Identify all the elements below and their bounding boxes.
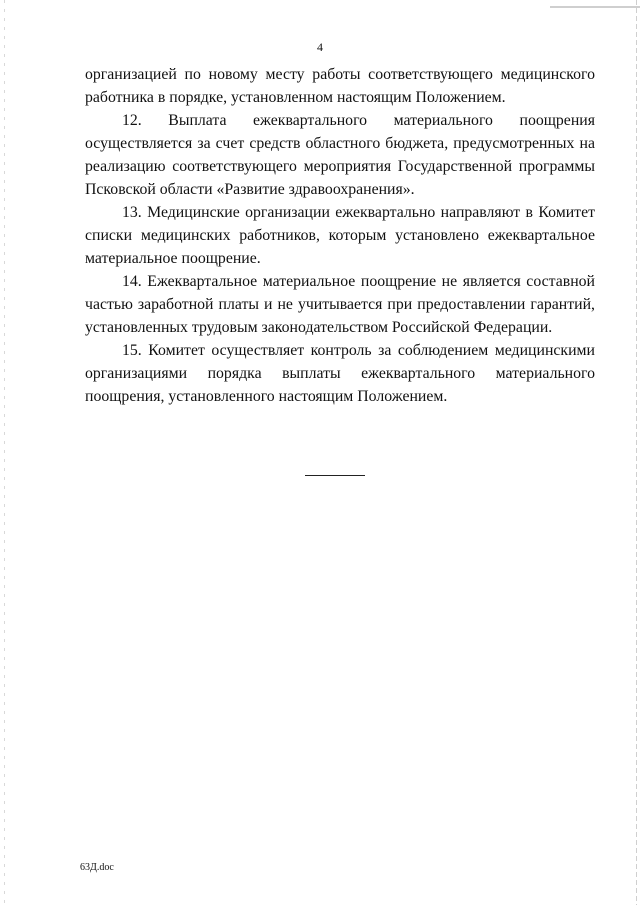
footer-file-name: 63Д.doc <box>80 862 114 873</box>
paragraph-15: 15. Комитет осуществляет контроль за соблюдением медицинскими организациями порядка выплаты ежеквартального материального поощрения, установленного настоящим Положением. <box>85 342 595 405</box>
paragraph-14: 14. Ежеквартальное материальное поощрение не является составной частью заработной платы и не учитывается при предоставлении гарантий, установленных трудовым законодательством Российской Федерации. <box>85 273 595 336</box>
paragraph-continuation: организацией по новому месту работы соответствующего медицинского работника в порядке, установленном настоящим Положением. <box>85 66 595 106</box>
paragraph-12: 12. Выплата ежеквартального материального поощрения осуществляется за счет средств областного бюджета, предусмотренных на реализацию соответствующего мероприятия Государственной программы Псковской области «Развитие здравоохранения». <box>85 112 595 198</box>
paragraph-13: 13. Медицинские организации ежеквартально направляют в Комитет списки медицинских работников, которым установлено ежеквартальное материальное поощрение. <box>85 204 595 267</box>
page-number: 4 <box>317 40 323 54</box>
document-body <box>85 63 595 408</box>
scan-edge-right <box>636 0 637 905</box>
scan-edge-left <box>4 0 5 905</box>
scan-top-mark <box>550 6 640 8</box>
end-divider <box>305 475 365 476</box>
